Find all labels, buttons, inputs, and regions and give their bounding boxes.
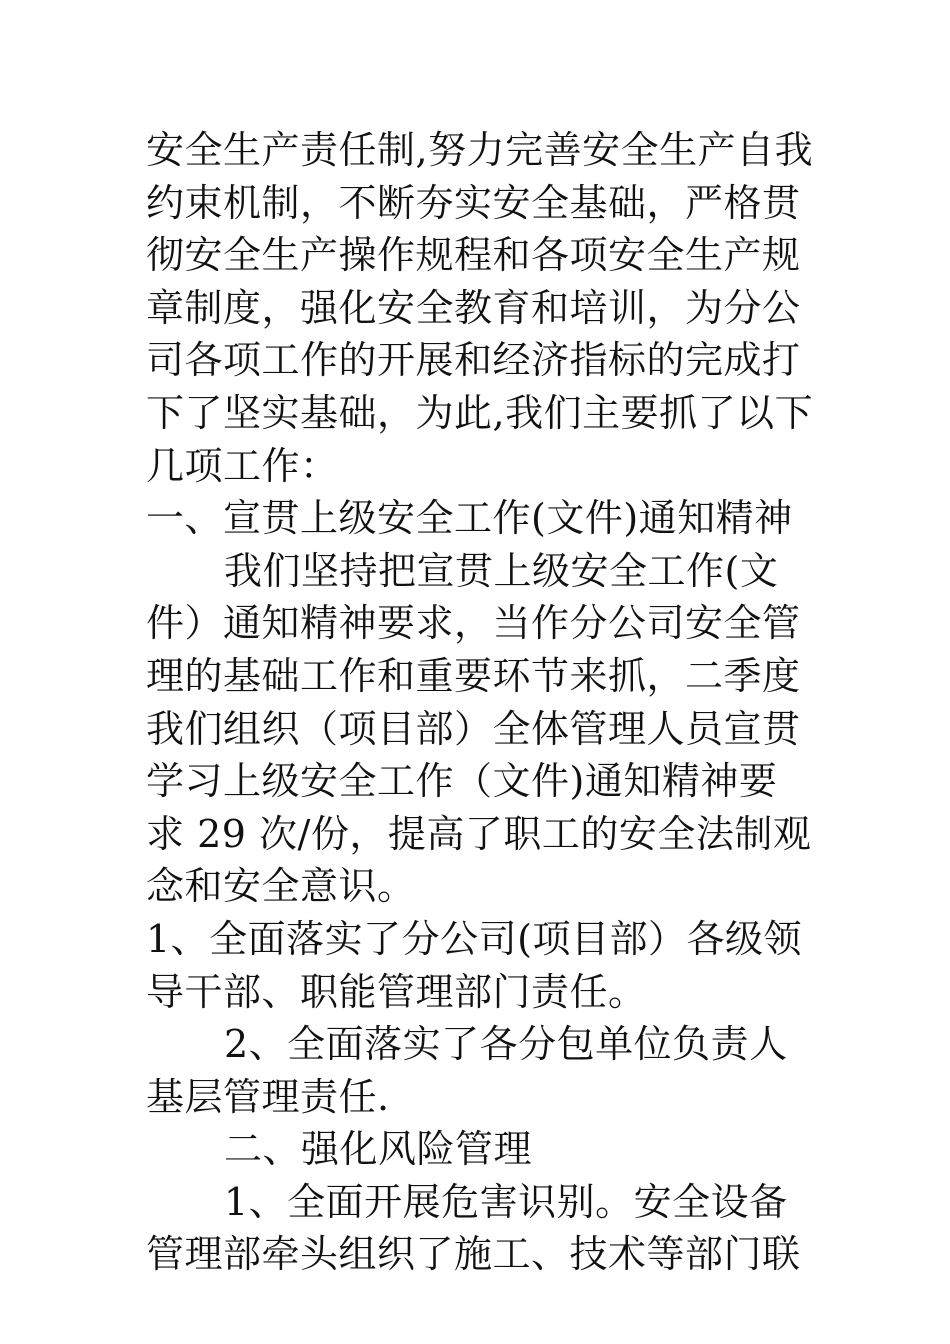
text-line: 安全生产责任制,努力完善安全生产自我 [146,128,814,172]
text-line: 章制度，强化安全教育和培训，为分公 [146,285,801,330]
text-line: 理的基础工作和重要环节来抓，二季度 [146,653,801,698]
text-line: 念和安全意识。 [146,864,416,909]
text-line: 下了坚实基础，为此,我们主要抓了以下 [146,390,814,435]
text-line: 求 29 次/份，提高了职工的安全法制观 [146,811,812,856]
list-item: 2、全面落实了各分包单位负责人 [224,1022,788,1067]
text-line: 管理部牵头组织了施工、技术等部门联 [146,1232,801,1277]
text-line: 我们坚持把宣贯上级安全工作(文 [224,548,779,593]
list-item: 1、全面落实了分公司(项目部）各级领 [146,916,803,961]
section-heading: 一、宣贯上级安全工作(文件)通知精神 [146,496,793,541]
text-line: 约束机制，不断夯实安全基础，严格贯 [146,180,801,225]
text-line: 学习上级安全工作（文件)通知精神要 [146,759,778,804]
text-line: 基层管理责任. [146,1074,390,1119]
text-line: 件）通知精神要求，当作分公司安全管 [146,601,801,646]
text-line: 几项工作： [146,443,339,488]
list-item: 1、全面开展危害识别。安全设备 [224,1179,788,1224]
text-line: 彻安全生产操作规程和各项安全生产规 [146,233,801,278]
text-line: 司各项工作的开展和经济指标的完成打 [146,338,801,383]
text-line: 我们组织（项目部）全体管理人员宣贯 [146,706,801,751]
section-heading: 二、强化风险管理 [224,1127,533,1172]
text-line: 导干部、职能管理部门责任。 [146,969,647,1014]
document-body [146,124,814,1281]
